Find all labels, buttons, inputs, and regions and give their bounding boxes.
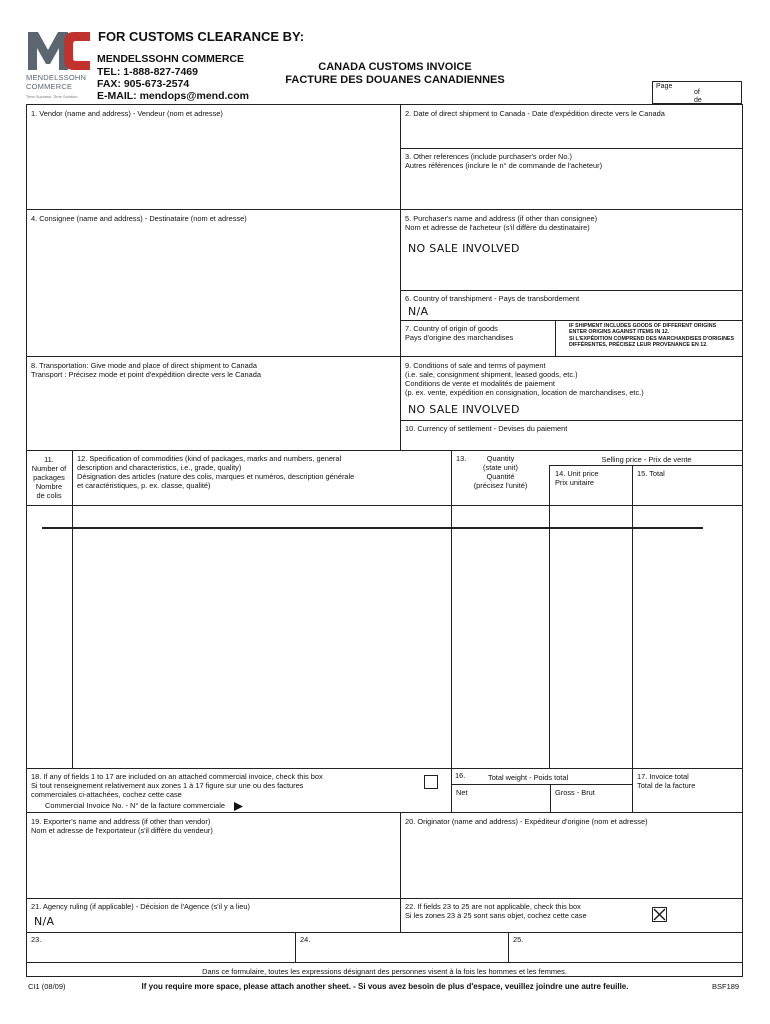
page-de-label: de bbox=[694, 97, 702, 104]
field-6-transhipment-value[interactable]: N/A bbox=[408, 305, 429, 318]
field-10-currency-label: 10. Currency of settlement - Devises du paiement bbox=[405, 424, 568, 433]
field-24-label: 24. bbox=[300, 935, 311, 944]
field-12-specification-label: 12. Specification of commodities (kind of packages, marks and numbers, general description and characteristics, i.e., grade, quality) Désignation des articles (nature des colis, marques et numéros, description générale et caractéristiques, p. ex. classe, qualité) bbox=[77, 454, 355, 490]
field-15-total-label: 15. Total bbox=[637, 469, 665, 478]
field-8-transportation-input[interactable] bbox=[27, 382, 399, 449]
field-22-not-applicable-label: 22. If fields 23 to 25 are not applicable, check this box Si les zones 23 à 25 sont sans objet, cochez cette case bbox=[405, 902, 587, 920]
field-5-purchaser-label: 5. Purchaser's name and address (if other than consignee) Nom et adresse de l'acheteur (s'il diffère du destinataire) bbox=[405, 214, 598, 232]
field-14-unit-price-label: 14. Unit price Prix unitaire bbox=[555, 469, 599, 487]
field-9-conditions-value[interactable]: NO SALE INVOLVED bbox=[408, 403, 520, 416]
table-rule bbox=[42, 527, 703, 529]
field-22-checkbox-checked[interactable] bbox=[652, 907, 667, 922]
page-of-label: of bbox=[694, 89, 700, 96]
field-21-agency-ruling-value[interactable]: N/A bbox=[34, 915, 55, 928]
logo-text-line2: COMMERCE bbox=[26, 82, 73, 91]
selling-price-label: Selling price - Prix de vente bbox=[601, 455, 692, 464]
form-code: CI1 (08/09) bbox=[28, 982, 66, 991]
field-11-packages-label: 11. Number of packages Nombre de colis bbox=[31, 455, 67, 500]
field-16-number: 16. bbox=[455, 771, 466, 780]
field-18-attached-invoice-label: 18. If any of fields 1 to 17 are included on an attached commercial invoice, check this box Si tout renseignement relativement aux zones 1 à 17 figure sur une ou des factures commerciales ci-attachées, cochez cette case bbox=[31, 772, 323, 799]
field-16-weight-label: Total weight - Poids total bbox=[488, 773, 569, 782]
customs-clearance-title: FOR CUSTOMS CLEARANCE BY: bbox=[98, 29, 305, 44]
page-label: Page bbox=[656, 83, 673, 90]
logo-text-line1: MENDELSSOHN bbox=[26, 73, 87, 82]
company-email: E-MAIL: mendops@mend.com bbox=[97, 90, 249, 102]
company-logo bbox=[26, 28, 92, 104]
field-8-transportation-label: 8. Transportation: Give mode and place of direct shipment to Canada Transport : Précisez mode et point d'expédition directe vers le Canada bbox=[31, 361, 261, 379]
more-space-note: If you require more space, please attach another sheet. - Si vous avez besoin de plus d'espace, veuillez joindre une autre feuille. bbox=[141, 982, 629, 991]
field-25-label: 25. bbox=[513, 935, 524, 944]
field-18-checkbox[interactable] bbox=[424, 775, 438, 789]
field-4-consignee-input[interactable] bbox=[27, 225, 399, 355]
field-18-invoice-no-label: Commercial Invoice No. - N° de la facture commerciale bbox=[45, 801, 225, 810]
field-7-origin-label: 7. Country of origin of goods Pays d'origine des marchandises bbox=[405, 324, 514, 342]
bsf-code: BSF189 bbox=[712, 982, 740, 991]
field-3-references-input[interactable] bbox=[401, 172, 742, 208]
field-7-origin-note: IF SHIPMENT INCLUDES GOODS OF DIFFERENT ORIGINS ENTER ORIGINS AGAINST ITEMS IN 12. SI L'EXPÉDITION COMPREND DES MARCHANDISES D'ORIGINES DIFFÉRENTES, PRÉCISEZ LEUR PROVENANCE EN 12. bbox=[569, 323, 734, 348]
field-20-originator-label: 20. Originator (name and address) - Expéditeur d'origine (nom et adresse) bbox=[405, 817, 648, 826]
arrow-right-icon bbox=[233, 799, 244, 817]
field-2-date-input[interactable] bbox=[401, 120, 742, 147]
field-9-conditions-label: 9. Conditions of sale and terms of payment (i.e. sale, consignment shipment, leased goods, etc.) Conditions de vente et modalités de paiement (p. ex. vente, expédition en consignation, location de marchandises, etc.) bbox=[405, 361, 644, 397]
logo-tagline: Time Success. Time Solution. bbox=[26, 94, 79, 99]
field-21-agency-ruling-label: 21. Agency ruling (if applicable) - Décision de l'Agence (s'il y a lieu) bbox=[31, 902, 250, 911]
checkmark-x-icon bbox=[653, 908, 666, 921]
net-weight-label: Net bbox=[456, 788, 468, 797]
field-13-number: 13. bbox=[456, 454, 467, 463]
mc-logo-mark bbox=[26, 28, 92, 72]
company-tel: TEL: 1-888-827-7469 bbox=[97, 66, 198, 78]
field-3-references-label: 3. Other references (include purchaser's order No.) Autres références (inclure le n° de commande de l'acheteur) bbox=[405, 152, 603, 170]
field-13-quantity-label: Quantity (state unit) Quantité (précisez l'unité) bbox=[473, 454, 528, 490]
form-title-fr: FACTURE DES DOUANES CANADIENNES bbox=[285, 74, 505, 86]
field-2-date-label: 2. Date of direct shipment to Canada - Date d'expédition directe vers le Canada bbox=[405, 109, 665, 118]
field-4-consignee-label: 4. Consignee (name and address) - Destinataire (nom et adresse) bbox=[31, 214, 247, 223]
company-name: MENDELSSOHN COMMERCE bbox=[97, 53, 245, 65]
field-23-label: 23. bbox=[31, 935, 42, 944]
items-table-body[interactable] bbox=[27, 530, 742, 766]
field-6-transhipment-label: 6. Country of transhipment - Pays de transbordement bbox=[405, 294, 580, 303]
field-19-exporter-input[interactable] bbox=[27, 838, 399, 897]
field-1-vendor-label: 1. Vendor (name and address) - Vendeur (nom et adresse) bbox=[31, 109, 223, 118]
field-20-originator-input[interactable] bbox=[401, 828, 742, 897]
field-19-exporter-label: 19. Exporter's name and address (if other than vendor) Nom et adresse de l'exportateur (s'il diffère du vendeur) bbox=[31, 817, 213, 835]
footer-gender-note: Dans ce formulaire, toutes les expressions désignant des personnes visent à la fois les hommes et les femmes. bbox=[202, 967, 567, 976]
form-title-en: CANADA CUSTOMS INVOICE bbox=[318, 61, 472, 73]
field-5-purchaser-value[interactable]: NO SALE INVOLVED bbox=[408, 242, 520, 255]
field-1-vendor-input[interactable] bbox=[27, 120, 399, 208]
company-fax: FAX: 905-673-2574 bbox=[97, 78, 190, 90]
gross-weight-label: Gross - Brut bbox=[555, 788, 595, 797]
field-17-invoice-total-label: 17. Invoice total Total de la facture bbox=[637, 772, 696, 790]
